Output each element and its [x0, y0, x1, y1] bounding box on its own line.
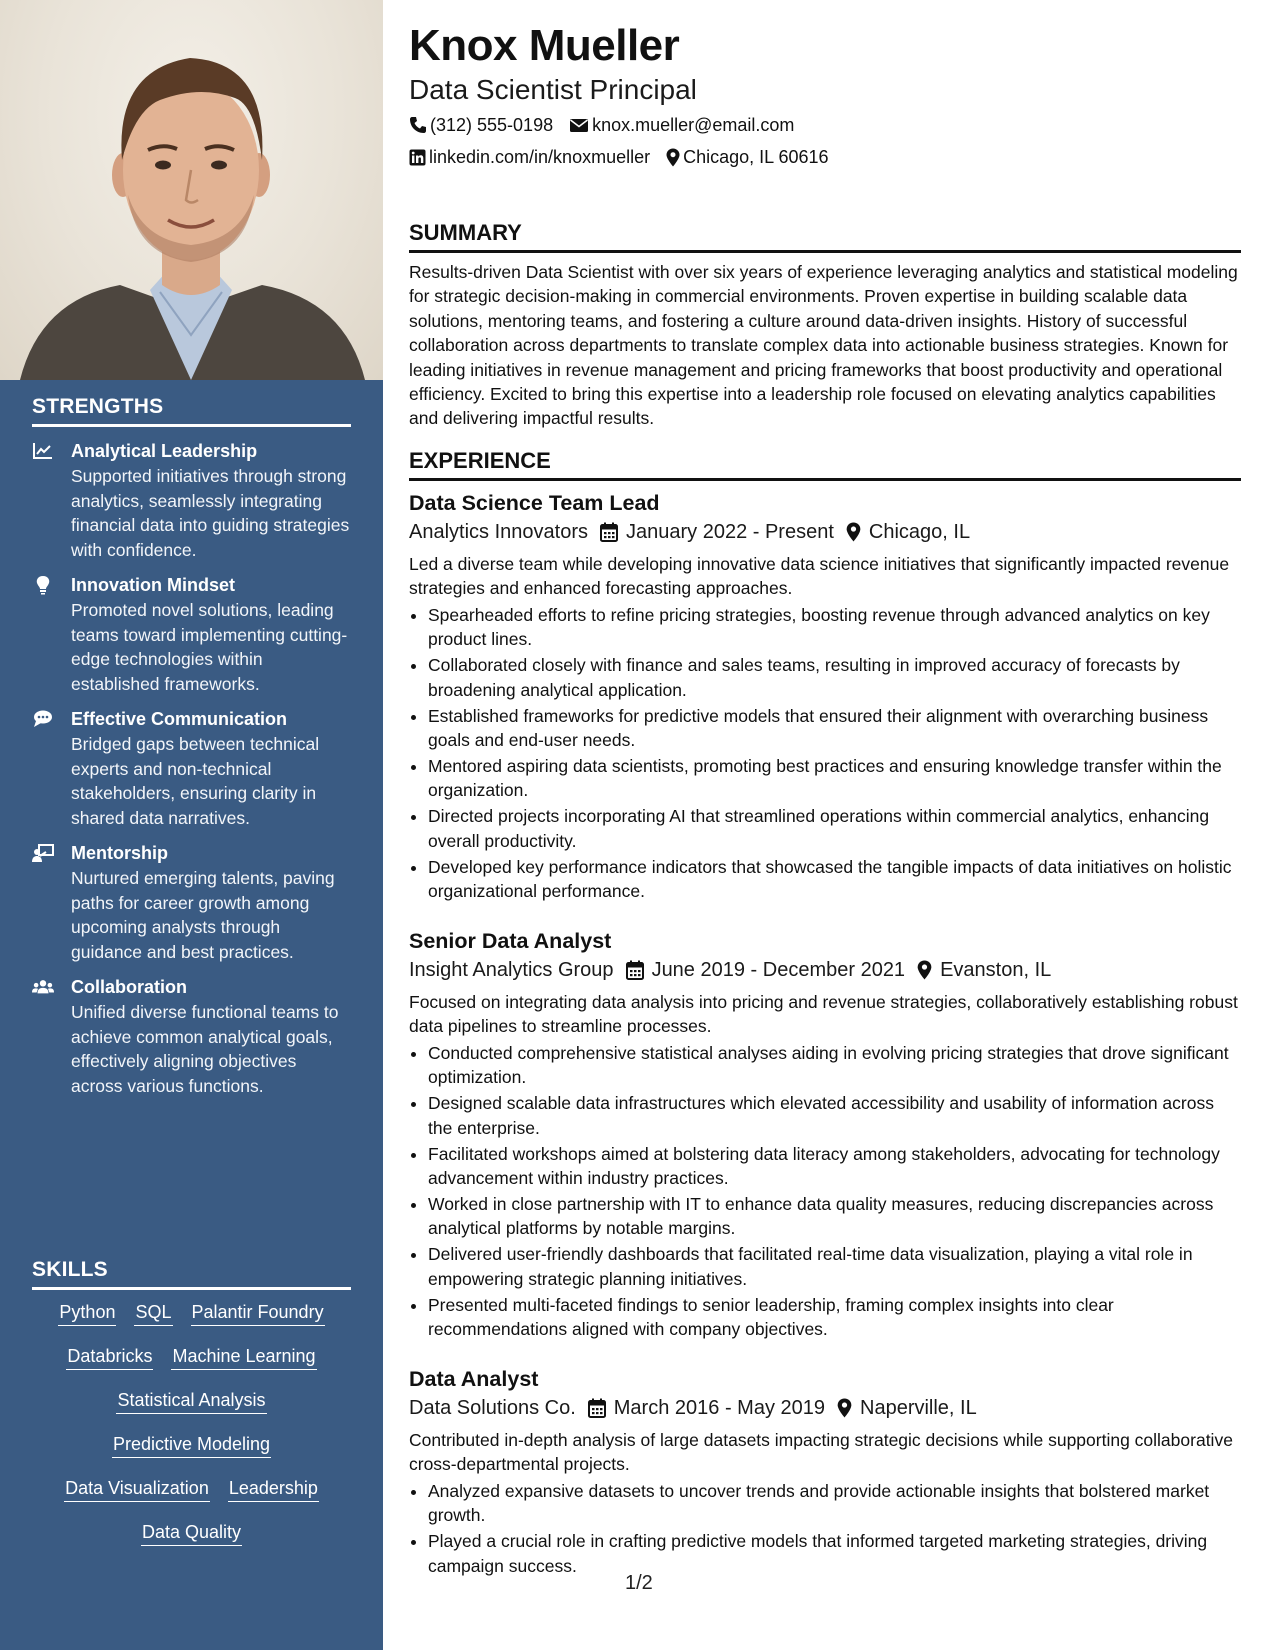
email-contact[interactable] [569, 113, 794, 137]
envelope-icon [569, 117, 589, 133]
job-location [837, 1394, 977, 1422]
chart-line-icon [32, 441, 54, 461]
chalkboard-teacher-icon [32, 843, 54, 863]
phone-text: (312) 555-0198 [430, 115, 554, 135]
portrait-illustration [0, 0, 383, 380]
strength-item [32, 841, 351, 964]
strength-item [32, 975, 351, 1098]
page-number: 1/2 [625, 1572, 653, 1594]
comments-icon [32, 709, 54, 729]
job-bullets [409, 1479, 1241, 1578]
profile-photo [0, 0, 383, 380]
skill-tag: Data Quality [141, 1520, 242, 1546]
skill-tag: Palantir Foundry [191, 1300, 325, 1326]
job-meta [409, 1394, 1241, 1422]
list-item: • Spearheaded efforts to refine pricing strategies, boosting revenue through advanced analytics on key product lines. [428, 603, 1241, 652]
list-item: • Played a crucial role in crafting predictive models that informed targeted marketing strategies, driving campaign success. [428, 1529, 1241, 1578]
job-location [917, 956, 1051, 984]
map-marker-icon [666, 148, 680, 167]
skill-tag: Data Visualization [64, 1476, 210, 1502]
list-item: • Developed key performance indicators that showcased the tangible impacts of data initiatives on holistic organizational performance. [428, 855, 1241, 904]
job-title: Data Science Team Lead [409, 491, 660, 515]
phone-contact [409, 113, 553, 137]
strength-desc: Unified diverse functional teams to achieve common analytical goals, effectively aligning objectives across various functions. [71, 1002, 339, 1096]
strength-desc: Nurtured emerging talents, paving paths for career growth among upcoming analysts through guidance and best practices. [71, 868, 335, 962]
list-item: • Worked in close partnership with IT to enhance data quality measures, reducing discrepancies across analytical platforms by notable margins. [428, 1192, 1241, 1241]
list-item: • Facilitated workshops aimed at bolstering data literacy among stakeholders, advocating for technology advancement within industry practices. [428, 1142, 1241, 1191]
lightbulb-icon [32, 575, 54, 595]
strength-title: Innovation Mindset [71, 575, 235, 595]
strength-desc: Supported initiatives through strong analytics, seamlessly integrating financial data into guiding strategies with confidence. [71, 466, 350, 560]
location-text: Naperville, IL [860, 1397, 977, 1419]
job-dates [588, 1394, 825, 1422]
skills-section [32, 1258, 351, 1564]
strength-title: Effective Communication [71, 709, 288, 729]
job-bullets [409, 1041, 1241, 1342]
job-description: Focused on integrating data analysis into pricing and revenue strategies, collaboratively establishing robust data pipelines to streamline processes. [409, 992, 1238, 1037]
job-title: Data Analyst [409, 1367, 539, 1391]
job-meta [409, 518, 1241, 546]
dates-text: March 2016 - May 2019 [613, 1397, 825, 1419]
location-text: Evanston, IL [940, 959, 1052, 981]
strength-item [32, 707, 351, 830]
job-entry [409, 927, 1241, 1343]
summary-text: Results-driven Data Scientist with over six years of experience leveraging analytics and statistical modeling for strategic decision-making in commercial environments. Proven expertise in building scalable data solutions, mentoring teams, and fostering a culture around data-driven insights. History of successful collaboration across departments to translate complex data into actionable business strategies. Known for leading initiatives in revenue management and pricing frameworks that boost productivity and operational efficiency. Excited to bring this expertise into a leadership role focused on elevating analytics capabilities and delivering impactful results. [409, 262, 1238, 429]
strength-desc: Bridged gaps between technical experts and non-technical stakeholders, ensuring clarity in shared data narratives. [71, 734, 320, 828]
calendar-icon [626, 960, 644, 980]
skills-list [32, 1300, 351, 1546]
map-marker-icon [837, 1398, 852, 1418]
sidebar [0, 0, 383, 1650]
skill-tag: Predictive Modeling [112, 1432, 271, 1458]
company-name: Insight Analytics Group [409, 959, 614, 981]
summary-heading: SUMMARY [409, 220, 1241, 253]
strength-title: Mentorship [71, 843, 168, 863]
skill-tag: Machine Learning [171, 1344, 316, 1370]
skill-tag: SQL [134, 1300, 172, 1326]
skill-tag: Statistical Analysis [116, 1388, 266, 1414]
linkedin-icon [409, 149, 426, 166]
skill-tag: Databricks [66, 1344, 153, 1370]
location-contact [666, 145, 828, 169]
job-bullets [409, 603, 1241, 904]
candidate-name: Knox Mueller [409, 21, 680, 70]
contact-row [409, 113, 810, 137]
skills-heading: SKILLS [32, 1258, 351, 1290]
skill-tag: Leadership [228, 1476, 319, 1502]
company-name: Data Solutions Co. [409, 1397, 576, 1419]
skill-tag: Python [58, 1300, 116, 1326]
strength-item [32, 573, 351, 696]
job-dates [626, 956, 906, 984]
map-marker-icon [917, 960, 932, 980]
list-item: • Established frameworks for predictive models that ensured their alignment with overarching business goals and end-user needs. [428, 704, 1241, 753]
job-description: Led a diverse team while developing innovative data science initiatives that significantly impacted revenue strategies and enhanced forecasting approaches. [409, 554, 1230, 599]
job-title-header: Data Scientist Principal [409, 74, 697, 105]
contact-row-2 [409, 145, 845, 169]
job-dates [600, 518, 834, 546]
list-item: • Presented multi-faceted findings to senior leadership, framing complex insights into clear recommendations aligned with company objectives. [428, 1293, 1241, 1342]
job-entry [409, 489, 1241, 905]
list-item: • Delivered user-friendly dashboards that facilitated real-time data visualization, playing a vital role in empowering strategic planning initiatives. [428, 1242, 1241, 1291]
strengths-heading: STRENGTHS [32, 395, 351, 427]
strength-desc: Promoted novel solutions, leading teams toward implementing cutting-edge technologies within established frameworks. [71, 600, 348, 694]
linkedin-contact[interactable] [409, 145, 650, 169]
job-entry [409, 1365, 1241, 1580]
map-marker-icon [846, 522, 861, 542]
list-item: • Mentored aspiring data scientists, promoting best practices and ensuring knowledge transfer within the organization. [428, 754, 1241, 803]
list-item: • Directed projects incorporating AI that streamlined operations within commercial analytics, enhancing overall productivity. [428, 804, 1241, 853]
dates-text: June 2019 - December 2021 [651, 959, 906, 981]
list-item: • Conducted comprehensive statistical analyses aiding in evolving pricing strategies that drove significant optimization. [428, 1041, 1241, 1090]
list-item: • Analyzed expansive datasets to uncover trends and provide actionable insights that bolstered market growth. [428, 1479, 1241, 1528]
list-item: • Designed scalable data infrastructures which elevated accessibility and usability of information across the enterprise. [428, 1091, 1241, 1140]
experience-heading: EXPERIENCE [409, 448, 1241, 481]
strength-item [32, 439, 351, 562]
job-meta [409, 956, 1241, 984]
email-text[interactable]: knox.mueller@email.com [592, 115, 795, 135]
dates-text: January 2022 - Present [625, 521, 834, 543]
strength-title: Collaboration [71, 977, 187, 997]
calendar-icon [600, 522, 618, 542]
location-text: Chicago, IL 60616 [683, 147, 829, 167]
location-text: Chicago, IL [868, 521, 971, 543]
strengths-section [32, 395, 351, 1098]
job-location [846, 518, 970, 546]
job-description: Contributed in-depth analysis of large datasets impacting strategic decisions while supporting collaborative cross-departmental projects. [409, 1430, 1233, 1475]
company-name: Analytics Innovators [409, 521, 588, 543]
linkedin-text[interactable]: linkedin.com/in/knoxmueller [429, 147, 651, 167]
list-item: • Collaborated closely with finance and sales teams, resulting in improved accuracy of forecasts by broadening analytical application. [428, 653, 1241, 702]
job-title: Senior Data Analyst [409, 929, 612, 953]
users-icon [32, 977, 54, 997]
calendar-icon [588, 1398, 606, 1418]
phone-icon [409, 116, 427, 134]
strength-title: Analytical Leadership [71, 441, 258, 461]
